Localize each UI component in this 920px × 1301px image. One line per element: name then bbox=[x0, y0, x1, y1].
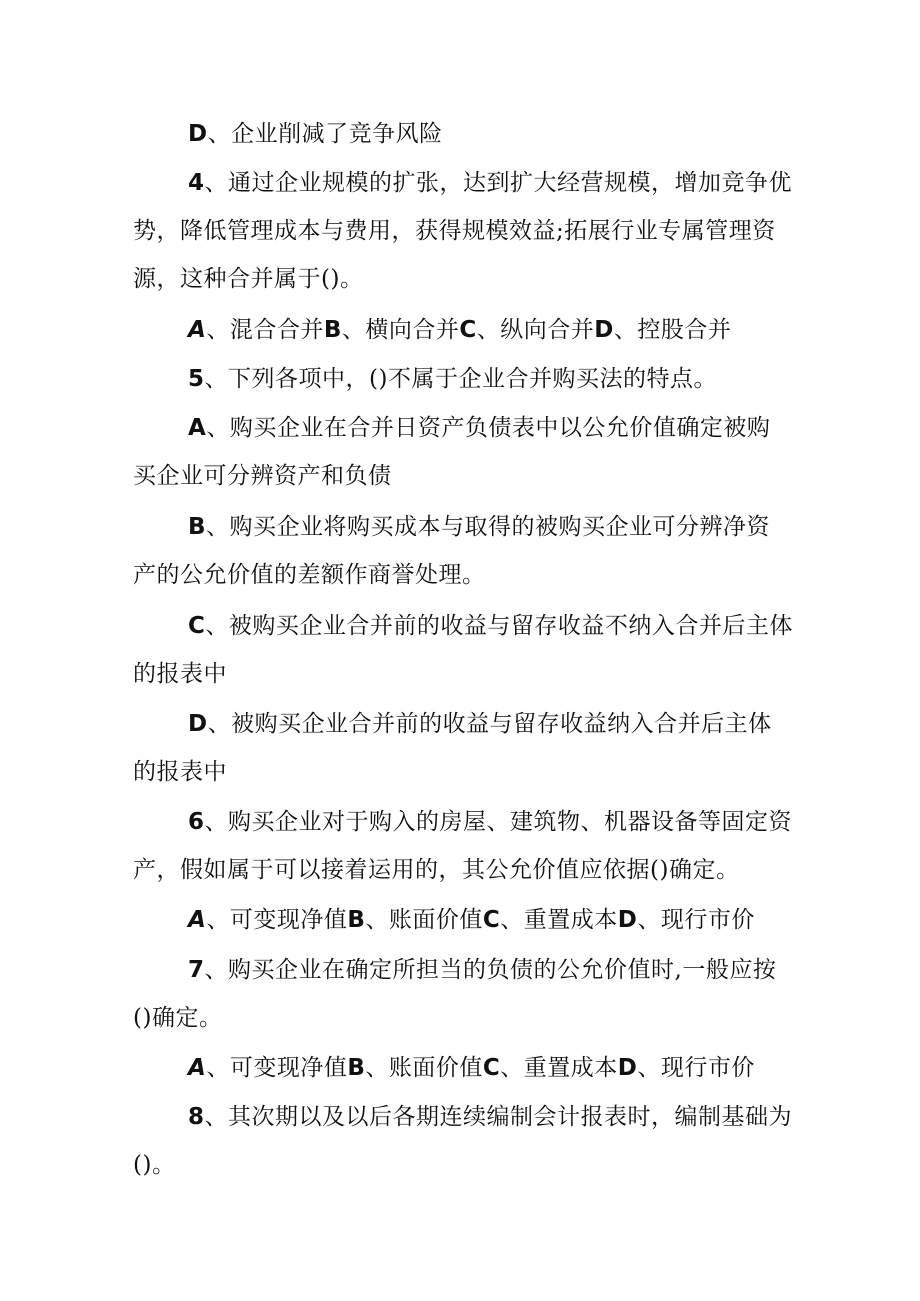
item-label: B bbox=[323, 317, 342, 343]
question-8 bbox=[133, 1093, 793, 1189]
options-q6 bbox=[133, 896, 793, 944]
question-6 bbox=[133, 798, 793, 894]
item-label: A bbox=[188, 317, 207, 343]
question-5 bbox=[133, 355, 793, 403]
item-label: B bbox=[347, 907, 366, 933]
item-label: 5 bbox=[188, 366, 205, 392]
item-text: 、控股合并 bbox=[613, 317, 732, 343]
options-q4 bbox=[133, 306, 793, 354]
item-text: 、现行市价 bbox=[637, 1055, 755, 1081]
option-b-q5 bbox=[133, 503, 793, 599]
item-label: C bbox=[188, 613, 206, 639]
item-text: 、下列各项中，()不属于企业合并购买法的特点。 bbox=[204, 366, 717, 392]
item-label: A bbox=[188, 1055, 207, 1081]
item-label: A bbox=[188, 907, 207, 933]
item-label: D bbox=[188, 711, 208, 737]
item-label: 8 bbox=[188, 1104, 205, 1130]
item-label: 4 bbox=[188, 170, 205, 196]
item-label: D bbox=[188, 121, 208, 147]
item-label: B bbox=[188, 514, 207, 540]
item-text: 、横向合并 bbox=[341, 317, 460, 343]
item-label: C bbox=[482, 1055, 501, 1081]
item-label: D bbox=[617, 907, 638, 933]
item-text: 、重置成本 bbox=[500, 907, 618, 933]
item-text: 、其次期以及以后各期连续编制会计报表时，编制基础为()。 bbox=[133, 1104, 793, 1178]
item-label: D bbox=[617, 1055, 638, 1081]
item-text: 、可变现净值 bbox=[206, 1055, 348, 1081]
item-text: 、混合合并 bbox=[206, 317, 324, 343]
options-q7 bbox=[133, 1044, 793, 1092]
item-text: 、被购买企业合并前的收益与留存收益纳入合并后主体的报表中 bbox=[133, 711, 772, 785]
item-text: 、被购买企业合并前的收益与留存收益不纳入合并后主体的报表中 bbox=[133, 613, 793, 687]
item-label: A bbox=[188, 415, 207, 441]
item-label: 6 bbox=[188, 809, 205, 835]
item-label: D bbox=[594, 317, 614, 343]
item-text: 、重置成本 bbox=[500, 1055, 618, 1081]
item-text: 、购买企业对于购入的房屋、建筑物、机器设备等固定资产，假如属于可以接着运用的，其公允价值应依据()确定。 bbox=[133, 809, 793, 883]
item-text: 、账面价值 bbox=[365, 1055, 483, 1081]
item-label: C bbox=[482, 907, 501, 933]
option-d-q5 bbox=[133, 700, 793, 796]
item-text: 、纵向合并 bbox=[476, 317, 595, 343]
item-text: 、通过企业规模的扩张，达到扩大经营规模，增加竞争优势，降低管理成本与费用，获得规模效益;拓展行业专属管理资源，这种合并属于()。 bbox=[133, 170, 793, 292]
item-text: 、购买企业在合并日资产负债表中以公允价值确定被购买企业可分辨资产和负债 bbox=[133, 415, 771, 489]
item-text: 、现行市价 bbox=[637, 907, 755, 933]
item-text: 、可变现净值 bbox=[206, 907, 348, 933]
option-a-q5 bbox=[133, 404, 793, 500]
item-label: C bbox=[459, 317, 477, 343]
question-7 bbox=[133, 946, 793, 1042]
option-c-q5 bbox=[133, 602, 793, 698]
item-text: 、购买企业在确定所担当的负债的公允价值时,一般应按()确定。 bbox=[133, 957, 777, 1031]
item-text: 、企业削减了竞争风险 bbox=[207, 121, 443, 147]
item-label: 7 bbox=[188, 957, 205, 983]
item-label: B bbox=[347, 1055, 366, 1081]
item-text: 、购买企业将购买成本与取得的被购买企业可分辨净资产的公允价值的差额作商誉处理。 bbox=[133, 514, 771, 588]
question-4 bbox=[133, 159, 793, 303]
item-text: 、账面价值 bbox=[365, 907, 483, 933]
option-d-q3 bbox=[133, 110, 793, 158]
